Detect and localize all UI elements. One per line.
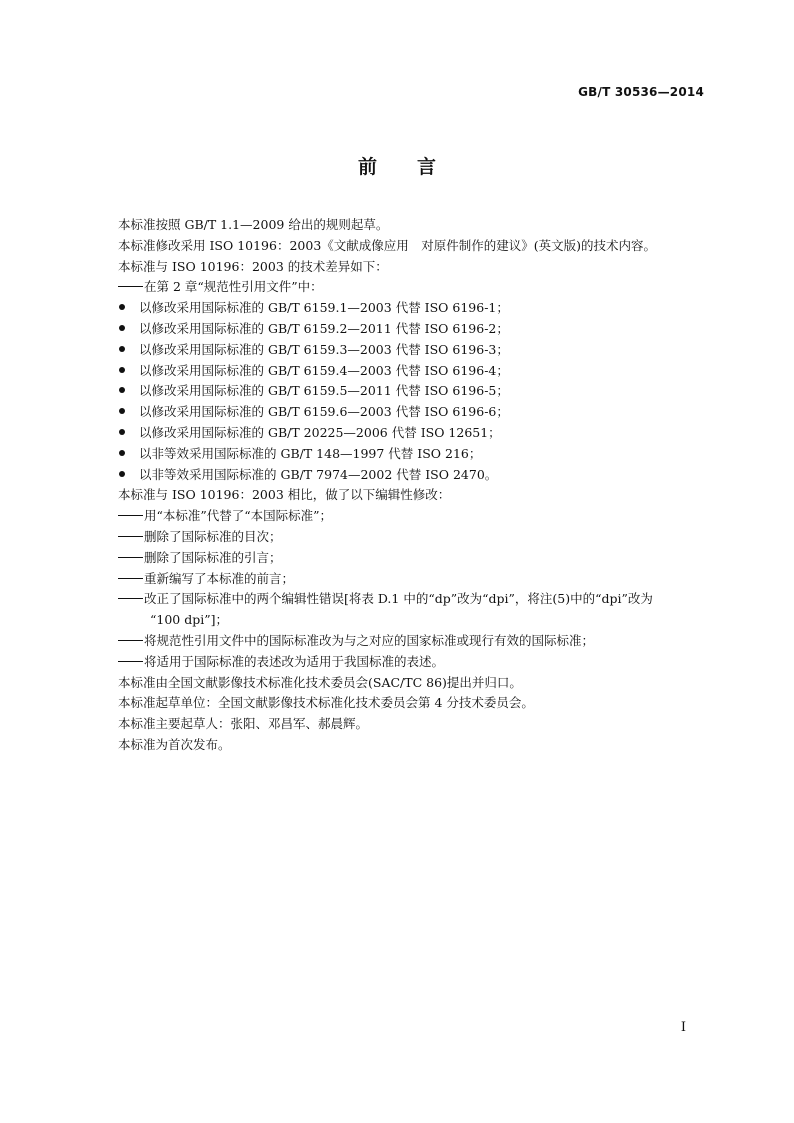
paragraph: 本标准按照 GB/T 1.1—2009 给出的规则起草。 [118, 217, 389, 232]
bullet-text: 以非等效采用国际标准的 GB/T 7974—2002 代替 ISO 2470。 [139, 466, 498, 482]
bullet-text: 以修改采用国际标准的 GB/T 6159.2—2011 代替 ISO 6196-2； [139, 320, 509, 336]
paragraph: 本标准修改采用 ISO 10196：2003《文献成像应用 对原件制作的建议》(英文版)的技术内容。 [118, 237, 657, 253]
paragraph: 本标准为首次发布。 [118, 736, 231, 752]
bullet-dot-icon [119, 346, 125, 352]
bullet-dot-icon [119, 429, 125, 435]
page-title: 前言 [357, 156, 476, 178]
paragraph: 本标准起草单位：全国文献影像技术标准化技术委员会第 4 分技术委员会。 [118, 695, 534, 711]
bullet-item [118, 340, 708, 361]
standard-number: GB/T 30536—2014 [578, 85, 704, 99]
dash-item-text: 重新编写了本标准的前言； [144, 570, 295, 586]
page-number: I [680, 1020, 686, 1035]
bullet-item [118, 319, 708, 340]
dash-item-text: 删除了国际标准的目次； [144, 528, 282, 544]
em-dash-mark [118, 515, 143, 516]
bullet-dot-icon [119, 367, 125, 373]
dash-item-text: 在第 2 章“规范性引用文件”中： [144, 279, 323, 295]
bullet-dot-icon [119, 471, 125, 477]
bullet-item [118, 298, 708, 319]
dash-list-item [118, 569, 708, 590]
foreword-body [118, 215, 708, 756]
dash-item-text: 改正了国际标准中的两个编辑性错误[将表 D.1 中的“dp”改为“dpi”，将注(5)中的“dpi”改为 [144, 591, 653, 607]
dash-list-item [118, 548, 708, 569]
bullet-text: 以修改采用国际标准的 GB/T 6159.5—2011 代替 ISO 6196-5； [139, 383, 509, 399]
bullet-text: 以修改采用国际标准的 GB/T 6159.4—2003 代替 ISO 6196-4； [139, 362, 509, 378]
bullet-item [118, 444, 708, 465]
em-dash-mark [118, 536, 143, 537]
bullet-text: 以修改采用国际标准的 GB/T 6159.1—2003 代替 ISO 6196-1； [139, 300, 509, 316]
paragraph: 本标准主要起草人：张阳、邓昌军、郝晨辉。 [118, 716, 369, 732]
dash-list-item [118, 631, 708, 652]
dash-item-text: 删除了国际标准的引言； [144, 549, 282, 565]
bullet-dot-icon [119, 408, 125, 414]
bullet-item [118, 361, 708, 382]
em-dash-mark [118, 286, 143, 287]
bullet-text: 以修改采用国际标准的 GB/T 20225—2006 代替 ISO 12651； [139, 424, 501, 440]
em-dash-mark [118, 598, 143, 599]
em-dash-mark [118, 661, 143, 662]
bullet-dot-icon [119, 304, 125, 310]
paragraph: 本标准与 ISO 10196：2003 相比，做了以下编辑性修改： [118, 487, 451, 503]
dash-list-item [118, 527, 708, 548]
bullet-dot-icon [119, 450, 125, 456]
dash-list-item [118, 506, 708, 527]
bullet-text: 以修改采用国际标准的 GB/T 6159.3—2003 代替 ISO 6196-3； [139, 341, 509, 357]
bullet-text: 以修改采用国际标准的 GB/T 6159.6—2003 代替 ISO 6196-6； [139, 404, 509, 420]
dash-list-item [118, 589, 708, 610]
paragraph: 本标准由全国文献影像技术标准化技术委员会(SAC/TC 86)提出并归口。 [118, 674, 522, 690]
dash-list-item [118, 277, 708, 298]
bullet-dot-icon [119, 325, 125, 331]
bullet-item [118, 402, 708, 423]
em-dash-mark [118, 640, 143, 641]
dash-list-item [118, 652, 708, 673]
paragraph: 本标准与 ISO 10196：2003 的技术差异如下： [118, 258, 388, 274]
em-dash-mark [118, 557, 143, 558]
dash-item-text: 将规范性引用文件中的国际标准改为与之对应的国家标准或现行有效的国际标准； [144, 632, 595, 648]
dash-item-text: 用“本标准”代替了“本国际标准”； [144, 508, 333, 524]
bullet-dot-icon [119, 387, 125, 393]
dash-item-text: 将适用于国际标准的表述改为适用于我国标准的表述。 [144, 653, 445, 669]
em-dash-mark [118, 578, 143, 579]
bullet-item [118, 423, 708, 444]
dash-item-continuation: “100 dpi”]； [150, 612, 228, 628]
bullet-item [118, 381, 708, 402]
bullet-item [118, 465, 708, 486]
bullet-text: 以非等效采用国际标准的 GB/T 148—1997 代替 ISO 216； [139, 445, 482, 461]
